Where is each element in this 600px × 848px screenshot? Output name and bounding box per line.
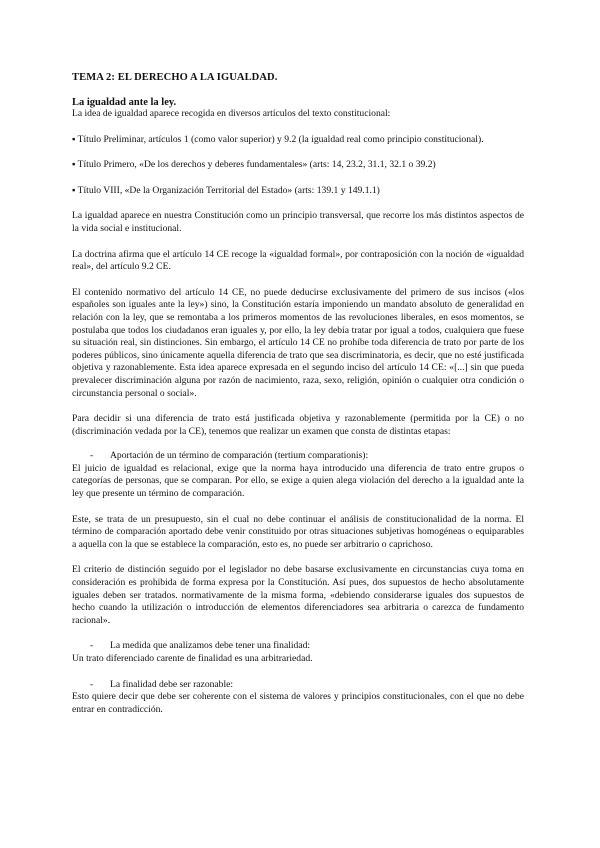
section-heading: La igualdad ante la ley. <box>72 97 177 108</box>
dash-marker: - <box>90 450 94 462</box>
step-heading <box>90 679 524 692</box>
document-title: TEMA 2: EL DERECHO A LA IGUALDAD. <box>72 72 278 83</box>
body-paragraph: La doctrina afirma que el artículo 14 CE recoge la «igualdad formal», por contraposición con la noción de «igualdad real», del artículo 9.2 CE. <box>72 248 524 273</box>
step-heading <box>90 640 524 653</box>
dash-marker: - <box>90 640 94 652</box>
body-paragraph: La igualdad aparece en nuestra Constitución como un principio transversal, que recorre los más distintos aspectos de la vida social e institucional. <box>72 210 524 234</box>
step-heading <box>90 450 524 463</box>
bullet-item: ▪ Título Primero, «De los derechos y deberes fundamentales» (arts: 14, 23.2, 31.1, 32.1 o 39.2) <box>72 159 436 171</box>
body-paragraph: El contenido normativo del artículo 14 CE, no puede deducirse exclusivamente del primero de sus incisos («los españoles son iguales ante la ley») sino, la Constitución estaría imponiendo un mandato absoluto de generalidad en relación con la ley, que se remontaba a los primeros momentos de las revoluciones liberales, en esos momentos, se postulaba que todos los ciudadanos eran iguales y, por ello, la ley debía tratar por igual a todos, cualquiera que fuese su situación real, sin distinciones. Sin embargo, el artículo 14 CE no prohíbe toda diferencia de trato por parte de los poderes públicos, sino únicamente aquella diferencia de trato que sea discriminatoria, es decir, que no esté justificada objetiva y razonablemente. Esta idea aparece expresada en el segundo inciso del artículo 14 CE: «[...] sin que pueda prevalecer discriminación alguna por razón de nacimiento, raza, sexo, religión, opinión o cualquier otra condición o circunstancia personal o social». <box>72 286 524 399</box>
bullet-item: ▪ Título Preliminar, artículos 1 (como valor superior) y 9.2 (la igualdad real como principio constitucional). <box>72 133 484 145</box>
intro-paragraph: La idea de igualdad aparece recogida en diversos artículos del texto constitucional: <box>72 108 391 119</box>
step-heading-text: La medida que analizamos debe tener una finalidad: <box>110 640 311 652</box>
step-paragraph: Un trato diferenciado carente de finalidad es una arbitrariedad. <box>72 653 313 664</box>
step-paragraph: El criterio de distinción seguido por el legislador no debe basarse exclusivamente en circunstancias cuya toma en consideración es prohibida de forma expresa por la Constitución. Así pues, dos supuestos de hecho absolutamente iguales deben ser tratados. normativamente de la misma forma, «debiendo considerarse iguales dos supuestos de hecho cuando la utilización o introducción de elementos diferenciadores sea arbitraria o carezca de fundamento racional». <box>72 564 524 626</box>
step-paragraph: Este, se trata de un presupuesto, sin el cual no debe continuar el análisis de constitucionalidad de la norma. El término de comparación aportado debe venir constituido por otras situaciones subjetivas homogéneas o equiparables a aquella con la que se establece la comparación, esto es, no puede ser arbitrario o caprichoso. <box>72 513 524 550</box>
dash-marker: - <box>90 678 94 690</box>
step-heading-text: Aportación de un término de comparación (tertium comparationis): <box>110 450 369 462</box>
step-heading-text: La finalidad debe ser razonable: <box>110 678 234 690</box>
step-paragraph: El juicio de igualdad es relacional, exige que la norma haya introducido una diferencia de trato entre grupos o categorías de personas, que se comparan. Por ello, se exige a quien alega violación del derecho a la igualdad ante la ley que presente un término de comparación. <box>72 462 524 500</box>
body-paragraph: Para decidir si una diferencia de trato está justificada objetiva y razonablemente (permitida por la CE) o no (discriminación vedada por la CE), tenemos que realizar un examen que consta de distintas etapas: <box>72 413 524 437</box>
bullet-item: ▪ Título VIII, «De la Organización Territorial del Estado» (arts: 139.1 y 149.1.1) <box>72 184 380 196</box>
step-paragraph: Esto quiere decir que debe ser coherente con el sistema de valores y principios constitucionales, con el que no debe entrar en contradicción. <box>72 691 524 715</box>
